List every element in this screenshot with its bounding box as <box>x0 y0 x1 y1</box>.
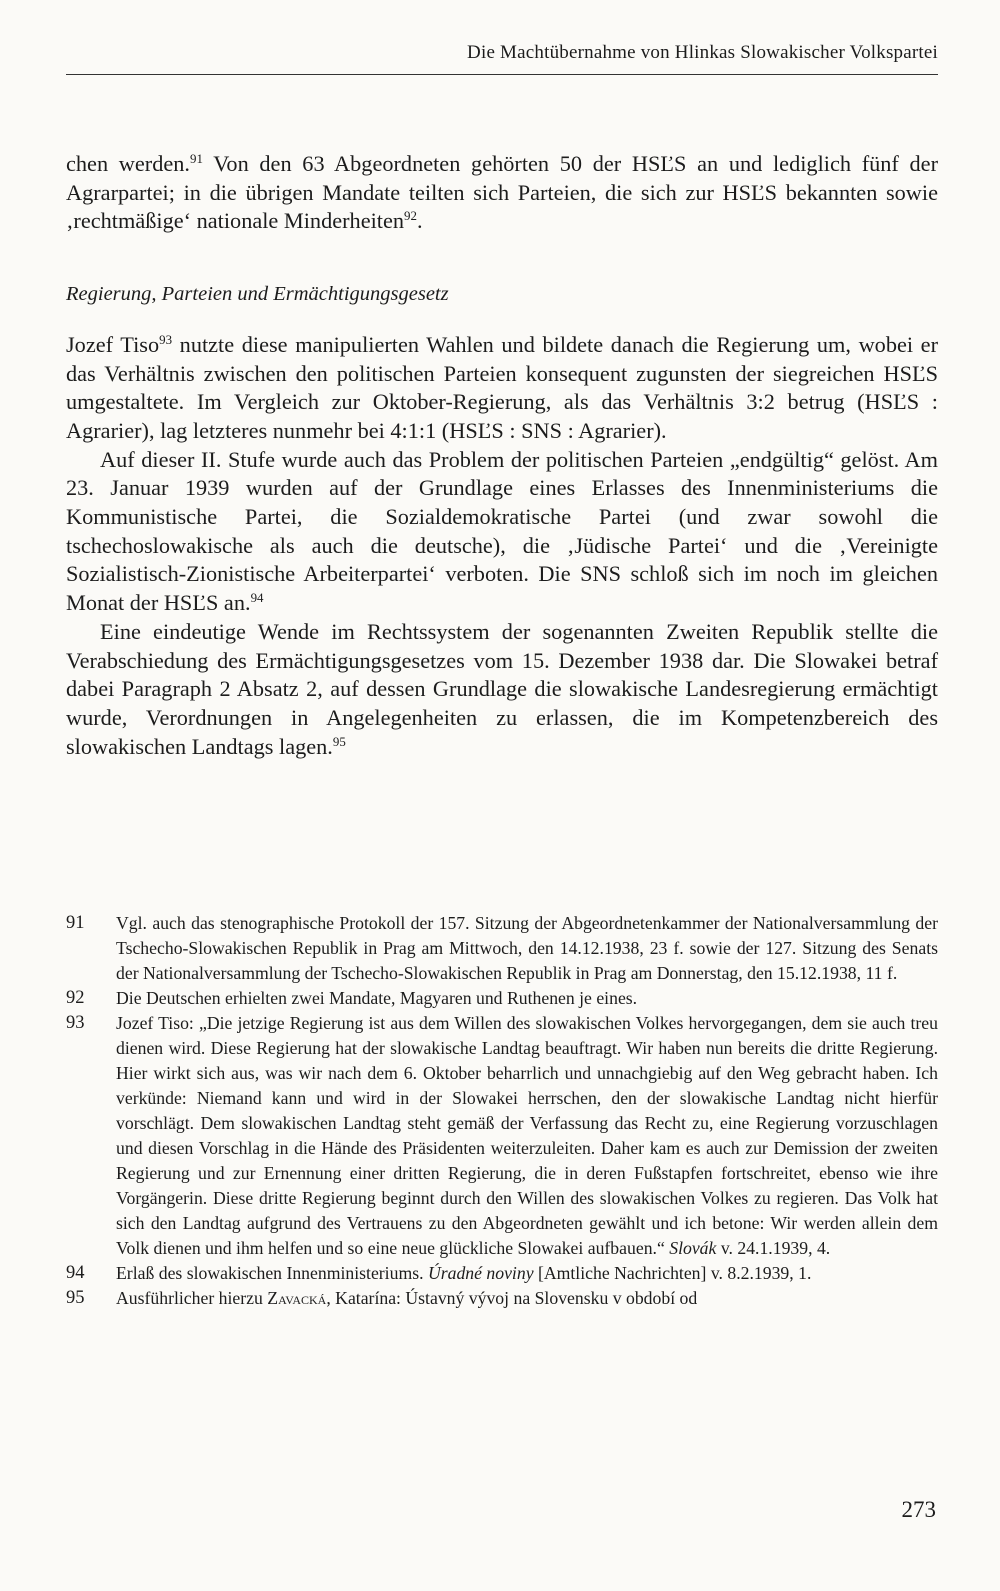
p1-text-b: Von den 63 Abgeordneten gehörten 50 der HSĽS an und lediglich fünf der Agrarpartei; in die übrigen Mandate teilten sich Parteien, die sich zur HSĽS bekannten sowie ‚rechtmäßige‘ nationale Minderheiten <box>66 151 938 234</box>
footnote-text-after: , Katarína: Ústavný vývoj na Slovensku v období od <box>326 1288 698 1308</box>
footnote-text-main: Jozef Tiso: „Die jetzige Regierung ist aus dem Willen des slowakischen Volkes hervorgegangen, dem sie auch treu dienen wird. Diese Regierung hat der slowakische Landtag beauftragt. Wir haben nun bereits die dritte Regierung. Hier wirkt sich aus, was wir nach dem 6. Oktober beharrlich und unnachgiebig auf den Weg gebracht haben. Ich verkünde: Niemand kann und wird in der Slowakei herrschen, den der slowakische Landtag nicht hierfür vorschlägt. Dem slowakischen Landtag steht gemäß der Verfassung das Recht zu, eine Regierung vorzuschlagen und diesen Vorschlag in die Hände des Präsidenten weiterzuleiten. Daher kam es auch zur Demission der zweiten Regierung und zur Ernennung einer dritten Regierung, die in deren Fußstapfen fortschreitet, ebenso wie ihre Vorgängerin. Diese dritte Regierung beginnt durch den Willen des slowakischen Volkes zu regieren. Das Volk hat sich den Landtag aufgrund des Vertrauens zu den Abgeordneten gewählt und ich betone: Wir werden allein dem Volk dienen und ihm helfen und so eine neue glückliche Slowakei aufbauen.“ <box>116 1013 938 1258</box>
footnote-text <box>116 1286 938 1311</box>
footnote-source-title: Slovák <box>669 1238 717 1258</box>
footnote-95 <box>66 1286 938 1311</box>
page-number: 273 <box>901 1497 936 1522</box>
p1-text-c: . <box>416 208 423 234</box>
footnote-text-after: v. 24.1.1939, 4. <box>716 1238 831 1258</box>
footnote-text-main: Ausführlicher hierzu <box>116 1288 268 1308</box>
p2-text-b: nutzte diese manipulierten Wahlen und bildete danach die Regierung um, wobei er das Verhältnis zwischen den politischen Parteien konsequent zugunsten der siegreichen HSĽS umgestaltete. Im Vergleich zur Oktober-Regierung, als das Verhältnis 3:2 betrug (HSĽS : Agrarier), lag letzteres nunmehr bei 4:1:1 (HSĽS : SNS : Agrarier). <box>66 331 938 443</box>
footnote-94 <box>66 1261 938 1286</box>
footnote-ref-95[interactable]: 95 <box>332 733 346 749</box>
footnote-source-title: Úradné noviny <box>427 1263 534 1283</box>
footnotes <box>66 911 938 1311</box>
footnote-text: Die Deutschen erhielten zwei Mandate, Magyaren und Ruthenen je eines. <box>116 988 638 1008</box>
footnote-ref-94[interactable]: 94 <box>250 590 264 606</box>
footnote-ref-92[interactable]: 92 <box>404 208 417 224</box>
footnote-text-main: Erlaß des slowakischen Innenministeriums. <box>116 1263 428 1283</box>
footnote-number: 91 <box>66 913 85 933</box>
p1-text-a: chen werden. <box>66 151 190 176</box>
footnote-author: Zavacká <box>267 1288 327 1308</box>
paragraph-3 <box>66 446 938 618</box>
footnote-text <box>116 1011 938 1261</box>
footnote-number: 94 <box>66 1263 85 1283</box>
footnote-number: 92 <box>66 988 85 1008</box>
footnote-92 <box>66 986 938 1011</box>
footnote-ref-93[interactable]: 93 <box>159 331 173 347</box>
footnote-number: 93 <box>66 1013 85 1033</box>
paragraph-2 <box>66 331 938 446</box>
footnote-number: 95 <box>66 1288 85 1308</box>
p2-text-a: Jozef Tiso <box>66 331 160 357</box>
footnote-text <box>116 1261 938 1286</box>
main-text <box>66 150 938 761</box>
footnote-91 <box>66 911 938 986</box>
footnote-text: Vgl. auch das stenographische Protokoll der 157. Sitzung der Abgeordnetenkammer der Nationalversammlung der Tschecho-Slowakischen Republik in Prag am Mittwoch, den 14.12.1938, 23 f. sowie der 127. Sitzung des Senats der Nationalversammlung der Tschecho-Slowakischen Republik in Prag am Donnerstag, den 15.12.1938, 11 f. <box>116 913 938 983</box>
paragraph-1 <box>66 150 938 236</box>
running-head-title: Die Machtübernahme von Hlinkas Slowakischer Volkspartei <box>467 42 938 63</box>
footnote-text-after: [Amtliche Nachrichten] v. 8.2.1939, 1. <box>533 1263 812 1283</box>
section-heading: Regierung, Parteien und Ermächtigungsgesetz <box>66 283 449 306</box>
p3-text: Auf dieser II. Stufe wurde auch das Problem der politischen Parteien „endgültig“ gelöst. Am 23. Januar 1939 wurden auf der Grundlage eines Erlasses des Innenministeriums die Kommunistische Partei, die Sozialdemokratische Partei (und zwar sowohl die tschechoslowakische als auch die deutsche), die ‚Jüdische Partei‘ und die ‚Vereinigte Sozialistisch-Zionistische Arbeiterpartei‘ verboten. Die SNS schloß sich im noch im gleichen Monat der HSĽS an. <box>66 446 938 616</box>
footnote-93 <box>66 1011 938 1261</box>
header-rule <box>66 74 938 75</box>
p4-text: Eine eindeutige Wende im Rechtssystem der sogenannten Zweiten Republik stellte die Verabschiedung des Ermächtigungsgesetzes vom 15. Dezember 1938 dar. Die Slowakei betraf dabei Paragraph 2 Absatz 2, auf dessen Grundlage die slowakische Landesregierung ermächtigt wurde, Verordnungen in Angelegenheiten zu erlassen, die im Kompetenzbereich des slowakischen Landtags lagen. <box>66 618 938 759</box>
paragraph-4 <box>66 618 938 762</box>
footnote-ref-91[interactable]: 91 <box>189 150 203 166</box>
